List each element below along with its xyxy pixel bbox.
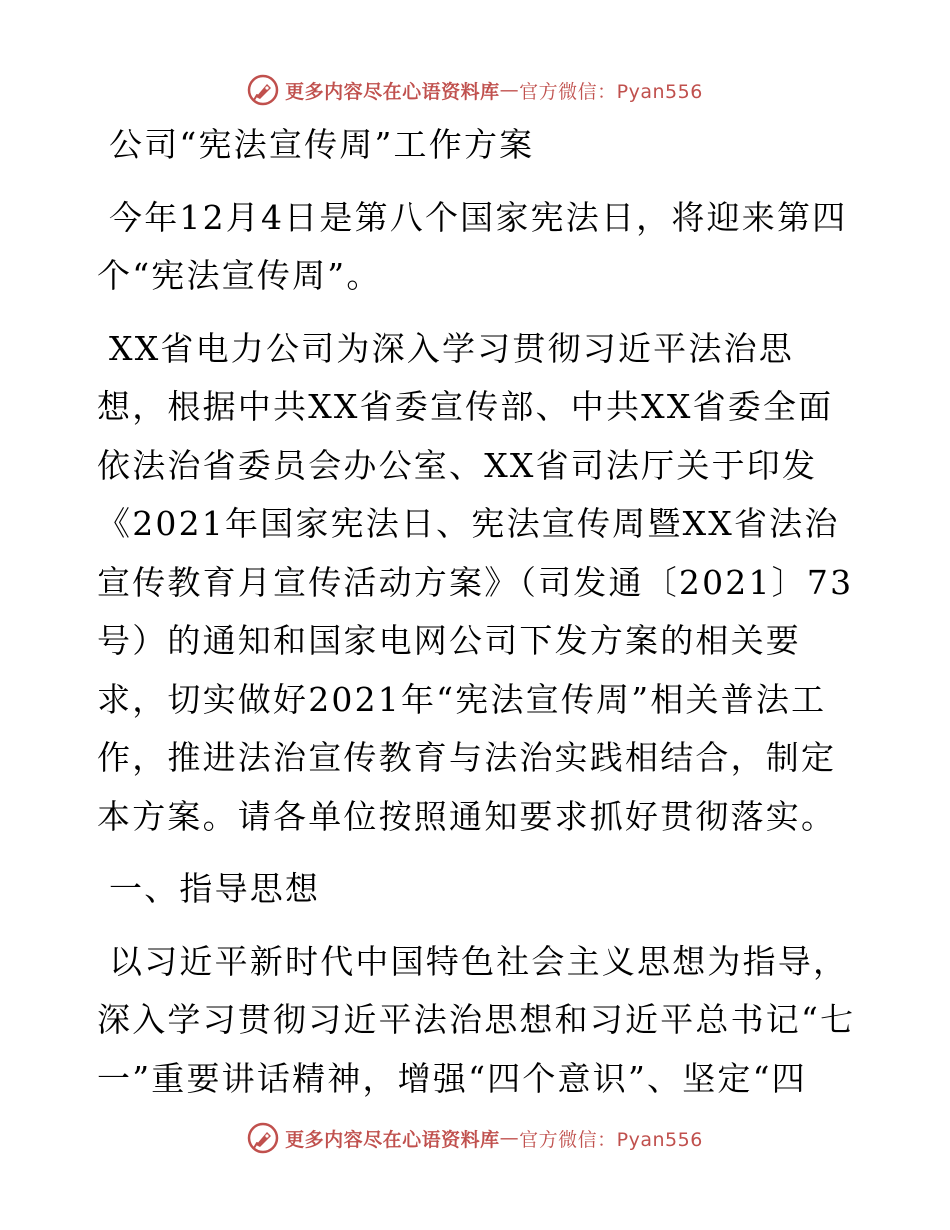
banner-account: 官方微信：Pyan556 [519, 1128, 703, 1151]
paragraph: 今年12月4日是第八个国家宪法日，将迎来第四个“宪法宣传周”。 [97, 197, 848, 295]
banner-account: 官方微信：Pyan556 [519, 80, 703, 103]
document-body [97, 116, 857, 1108]
paragraph: XX省电力公司为深入学习贯彻习近平法治思想，根据中共XX省委宣传部、中共XX省委全面依法治省委员会办公室、XX省司法厅关于印发《2021年国家宪法日、宪法宣传周暨XX省法治宣传教育月宣传活动方案》（司发通〔2021〕73号）的通知和国家电网公司下发方案的相关要求，切实做好2021年“宪法宣传周”相关普法工作，推进法治宣传教育与法治实践相结合，制定本方案。请各单位按照通知要求抓好贯彻落实。 [97, 328, 854, 836]
banner-separator: — [499, 79, 520, 101]
pen-nib-logo-icon [247, 74, 279, 106]
banner-text: 更多内容尽在心语资料库 [285, 1128, 500, 1151]
header-banner [0, 70, 950, 110]
banner-separator: — [499, 1127, 520, 1149]
section-heading: 一、指导思想 [109, 869, 321, 908]
banner-text: 更多内容尽在心语资料库 [285, 80, 500, 103]
footer-banner [0, 1118, 950, 1158]
paragraph: 以习近平新时代中国特色社会主义思想为指导，深入学习贯彻习近平法治思想和习近平总书记“七一”重要讲话精神，增强“四个意识”、坚定“四 [97, 941, 856, 1098]
document-title: 公司“宪法宣传周”工作方案 [109, 125, 535, 164]
pen-nib-logo-icon [247, 1122, 279, 1154]
